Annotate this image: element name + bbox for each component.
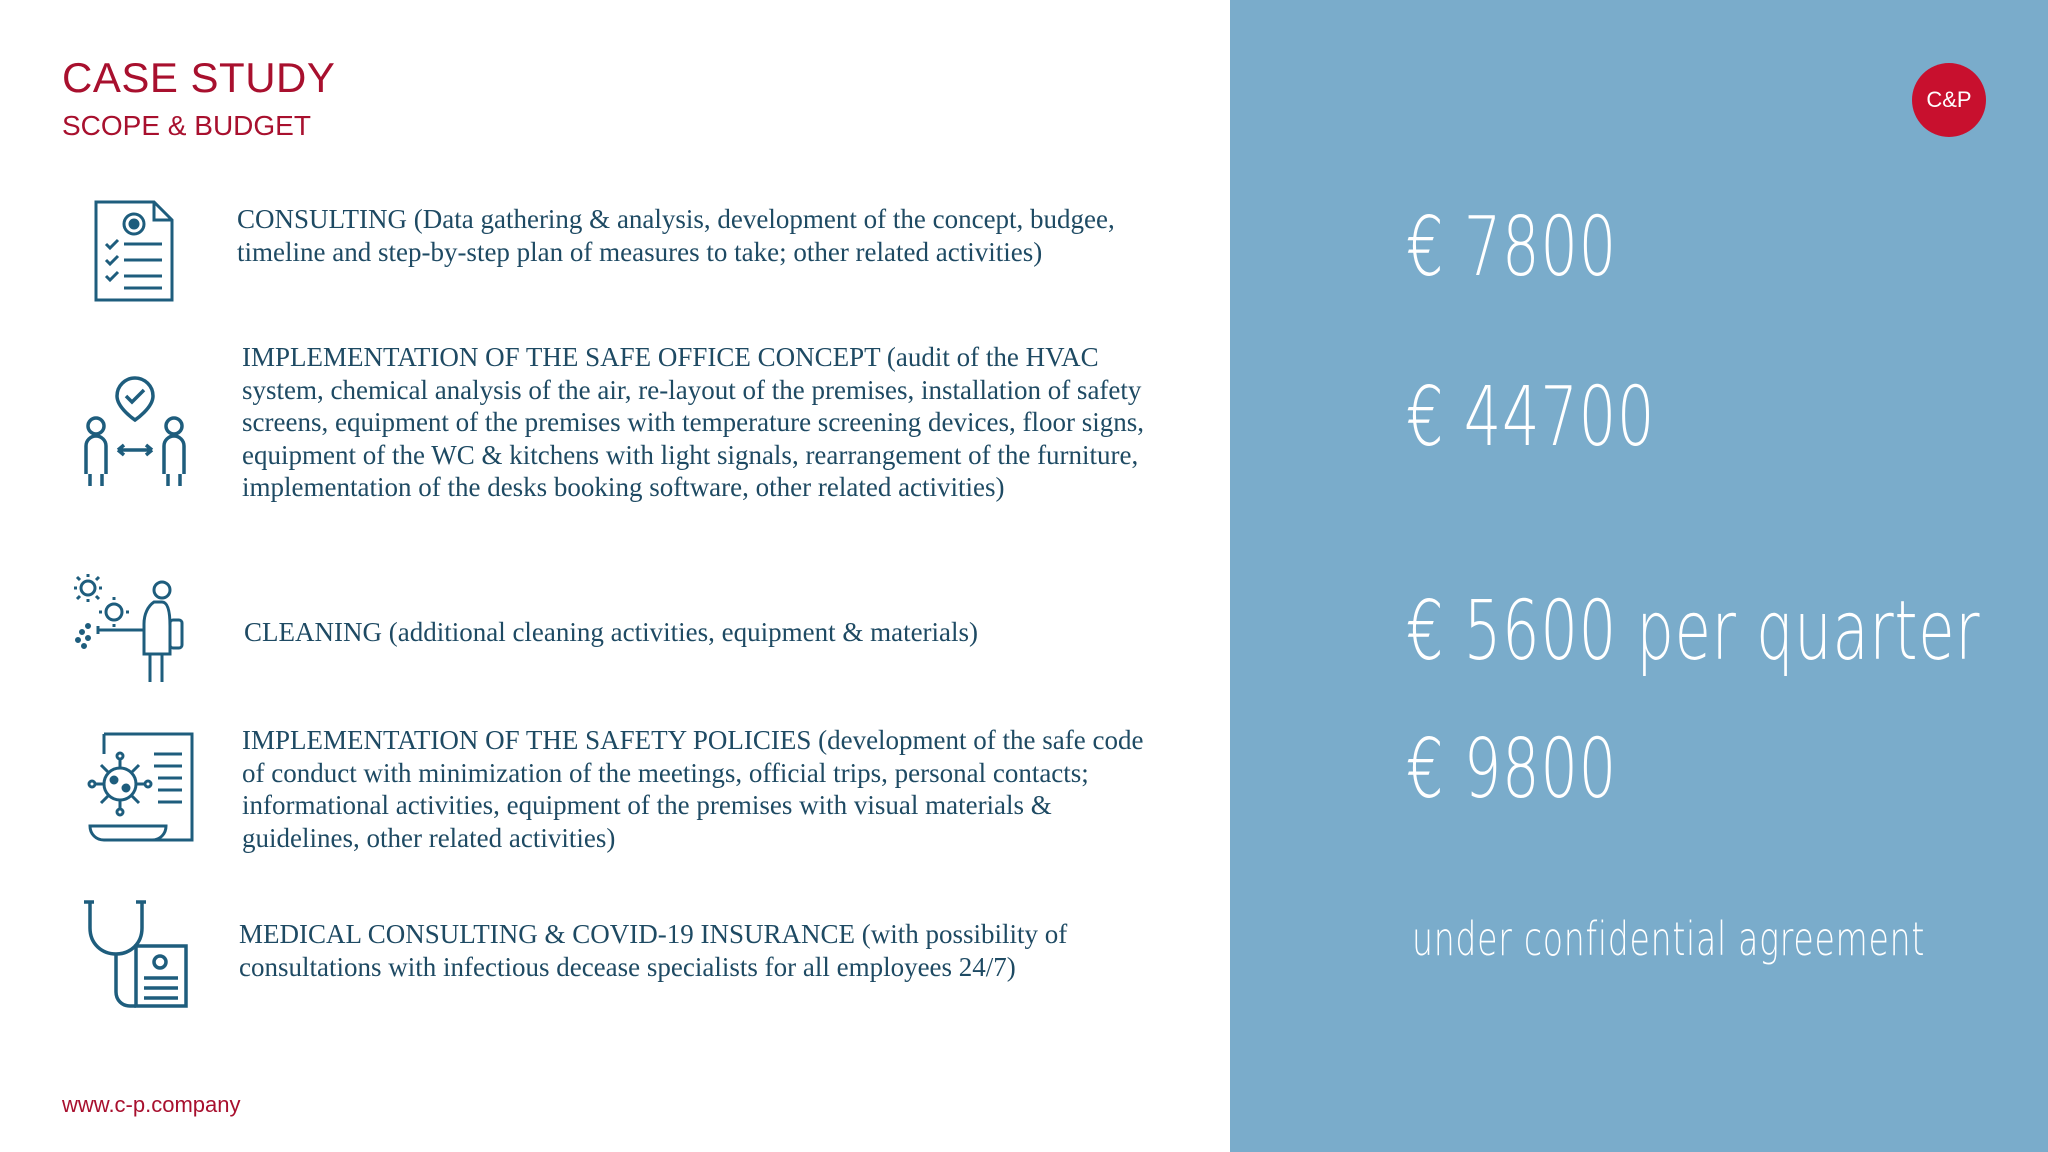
- budget-panel: [1230, 0, 2048, 1152]
- page-title: CASE STUDY: [62, 54, 336, 101]
- item-safe-office-text: IMPLEMENTATION OF THE SAFE OFFICE CONCEPT (audit of the HVAC system, chemical analysis of the air, re-layout of the premises, installation of safety screens, equipment of the premises with temperature screening devices, floor signs, equipment of the WC & kitchens with light signals, rearrangement of the furniture, implementation of the desks booking software, other related activities): [242, 342, 1144, 502]
- company-logo: C&P: [1912, 63, 1986, 137]
- social-distance-icon: [78, 374, 192, 488]
- item-cleaning-text: CLEANING (additional cleaning activities, equipment & materials): [244, 617, 979, 647]
- item-safety-policies-text: IMPLEMENTATION OF THE SAFETY POLICIES (development of the safe code of conduct with minimization of the meetings, official trips, personal contacts; informational activities, equipment of the premises with visual materials & guidelines, other related activities): [242, 725, 1144, 853]
- stethoscope-document-icon: [80, 898, 190, 1008]
- item-consulting-text: CONSULTING (Data gathering & analysis, development of the concept, budgee, timeline and step-by-step plan of measures to take; other related activities): [237, 204, 1115, 267]
- price-medical: under confidential agreement: [1412, 912, 1926, 966]
- page-subtitle: SCOPE & BUDGET: [62, 110, 311, 141]
- checklist-document-icon: [92, 198, 176, 304]
- price-cleaning: € 5600 per quarter: [1406, 584, 1981, 679]
- disinfection-spray-icon: [74, 574, 186, 686]
- price-safe-office: € 44700: [1406, 370, 1656, 465]
- price-consulting: € 7800: [1406, 200, 1617, 295]
- price-safety-policies: € 9800: [1406, 722, 1617, 817]
- item-medical-text: MEDICAL CONSULTING & COVID-19 INSURANCE (with possibility of consultations with infectious decease specialists for all employees 24/7): [239, 919, 1068, 982]
- website-link[interactable]: www.c-p.company: [62, 1092, 241, 1117]
- virus-policy-document-icon: [82, 730, 196, 844]
